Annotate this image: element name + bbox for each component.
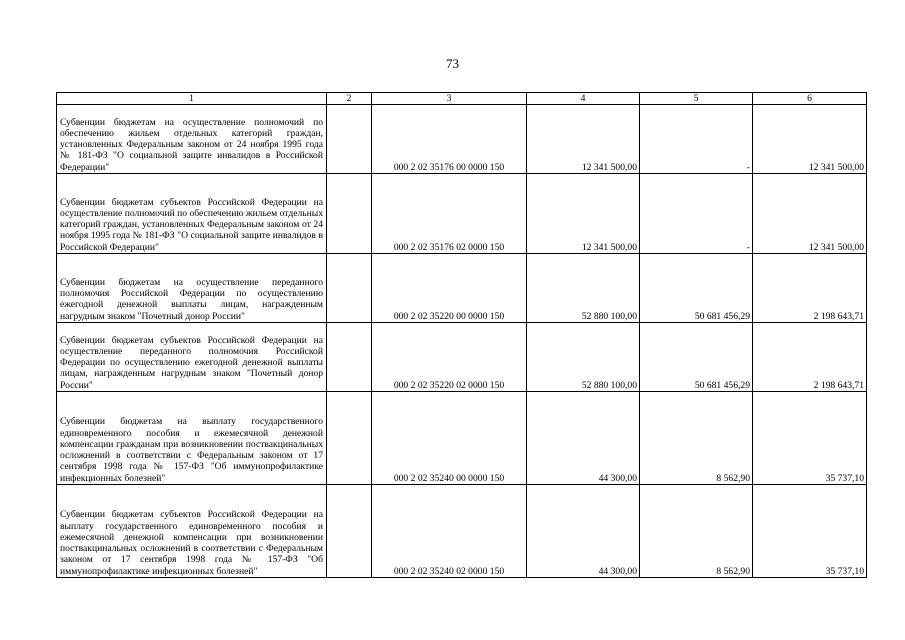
row-col2 xyxy=(327,323,372,392)
row-col5: 8 562,90 xyxy=(640,485,753,578)
header-cell-2: 2 xyxy=(327,93,372,105)
row-name: Субвенции бюджетам на осуществление полномочий по обеспечению жильем отдельных категорий граждан, установленных Федеральным законом от 24 ноября 1995 года № 181-ФЗ "О социальной защите инвалидов в Российской Федерации" xyxy=(57,105,327,174)
row-col6: 12 341 500,00 xyxy=(753,174,867,254)
row-col2 xyxy=(327,174,372,254)
header-cell-4: 4 xyxy=(527,93,640,105)
row-col6: 2 198 643,71 xyxy=(753,254,867,323)
row-name: Субвенции бюджетам субъектов Российской Федерации на выплату государственного единовременного пособия и ежемесячной денежной компенсации при возникновении поствакцинальных осложнений в соответствии с Федеральным законом от 17 сентября 1998 года № 157-ФЗ "Об иммунопрофилактике инфекционных болезней" xyxy=(57,485,327,578)
row-col2 xyxy=(327,392,372,485)
row-col5: - xyxy=(640,174,753,254)
row-col6: 12 341 500,00 xyxy=(753,105,867,174)
row-name: Субвенции бюджетам субъектов Российской Федерации на осуществление полномочий по обеспечению жильем отдельных категорий граждан, установленных Федеральным законом от 24 ноября 1995 года № 181-ФЗ "О социальной защите инвалидов в Российской Федерации" xyxy=(57,174,327,254)
row-name: Субвенции бюджетам субъектов Российской Федерации на осуществление переданного полномочия Российской Федерации по осуществлению ежегодной денежной выплаты лицам, награжденным нагрудным знаком "Почетный донор России" xyxy=(57,323,327,392)
row-code: 000 2 02 35176 02 0000 150 xyxy=(372,174,527,254)
table-header-row xyxy=(57,93,867,105)
table-row xyxy=(57,392,867,485)
row-col6: 2 198 643,71 xyxy=(753,323,867,392)
row-col4: 12 341 500,00 xyxy=(527,105,640,174)
row-col4: 52 880 100,00 xyxy=(527,254,640,323)
budget-table xyxy=(56,92,867,578)
row-col5: 50 681 456,29 xyxy=(640,323,753,392)
row-col4: 44 300,00 xyxy=(527,392,640,485)
row-code: 000 2 02 35220 00 0000 150 xyxy=(372,254,527,323)
row-name: Субвенции бюджетам на выплату государственного единовременного пособия и ежемесячной денежной компенсации гражданам при возникновении поствакцинальных осложнений в соответствии с Федеральным законом от 17 сентября 1998 года № 157-ФЗ "Об иммунопрофилактике инфекционных болезней" xyxy=(57,392,327,485)
table-row xyxy=(57,323,867,392)
header-cell-1: 1 xyxy=(57,93,327,105)
row-col4: 52 880 100,00 xyxy=(527,323,640,392)
row-col2 xyxy=(327,254,372,323)
row-col5: 8 562,90 xyxy=(640,392,753,485)
row-code: 000 2 02 35220 02 0000 150 xyxy=(372,323,527,392)
header-cell-5: 5 xyxy=(640,93,753,105)
row-col2 xyxy=(327,485,372,578)
row-col5: 50 681 456,29 xyxy=(640,254,753,323)
page-number: 73 xyxy=(446,56,459,71)
row-col6: 35 737,10 xyxy=(753,392,867,485)
row-name: Субвенции бюджетам на осуществление переданного полномочия Российской Федерации по осуществлению ежегодной денежной выплаты лицам, награжденным нагрудным знаком "Почетный донор России" xyxy=(57,254,327,323)
table-row xyxy=(57,254,867,323)
table-row xyxy=(57,105,867,174)
row-col4: 12 341 500,00 xyxy=(527,174,640,254)
row-code: 000 2 02 35240 02 0000 150 xyxy=(372,485,527,578)
table-row xyxy=(57,174,867,254)
header-cell-3: 3 xyxy=(372,93,527,105)
row-col4: 44 300,00 xyxy=(527,485,640,578)
row-code: 000 2 02 35176 00 0000 150 xyxy=(372,105,527,174)
row-col5: - xyxy=(640,105,753,174)
row-col2 xyxy=(327,105,372,174)
row-code: 000 2 02 35240 00 0000 150 xyxy=(372,392,527,485)
row-col6: 35 737,10 xyxy=(753,485,867,578)
header-cell-6: 6 xyxy=(753,93,867,105)
table-row xyxy=(57,485,867,578)
